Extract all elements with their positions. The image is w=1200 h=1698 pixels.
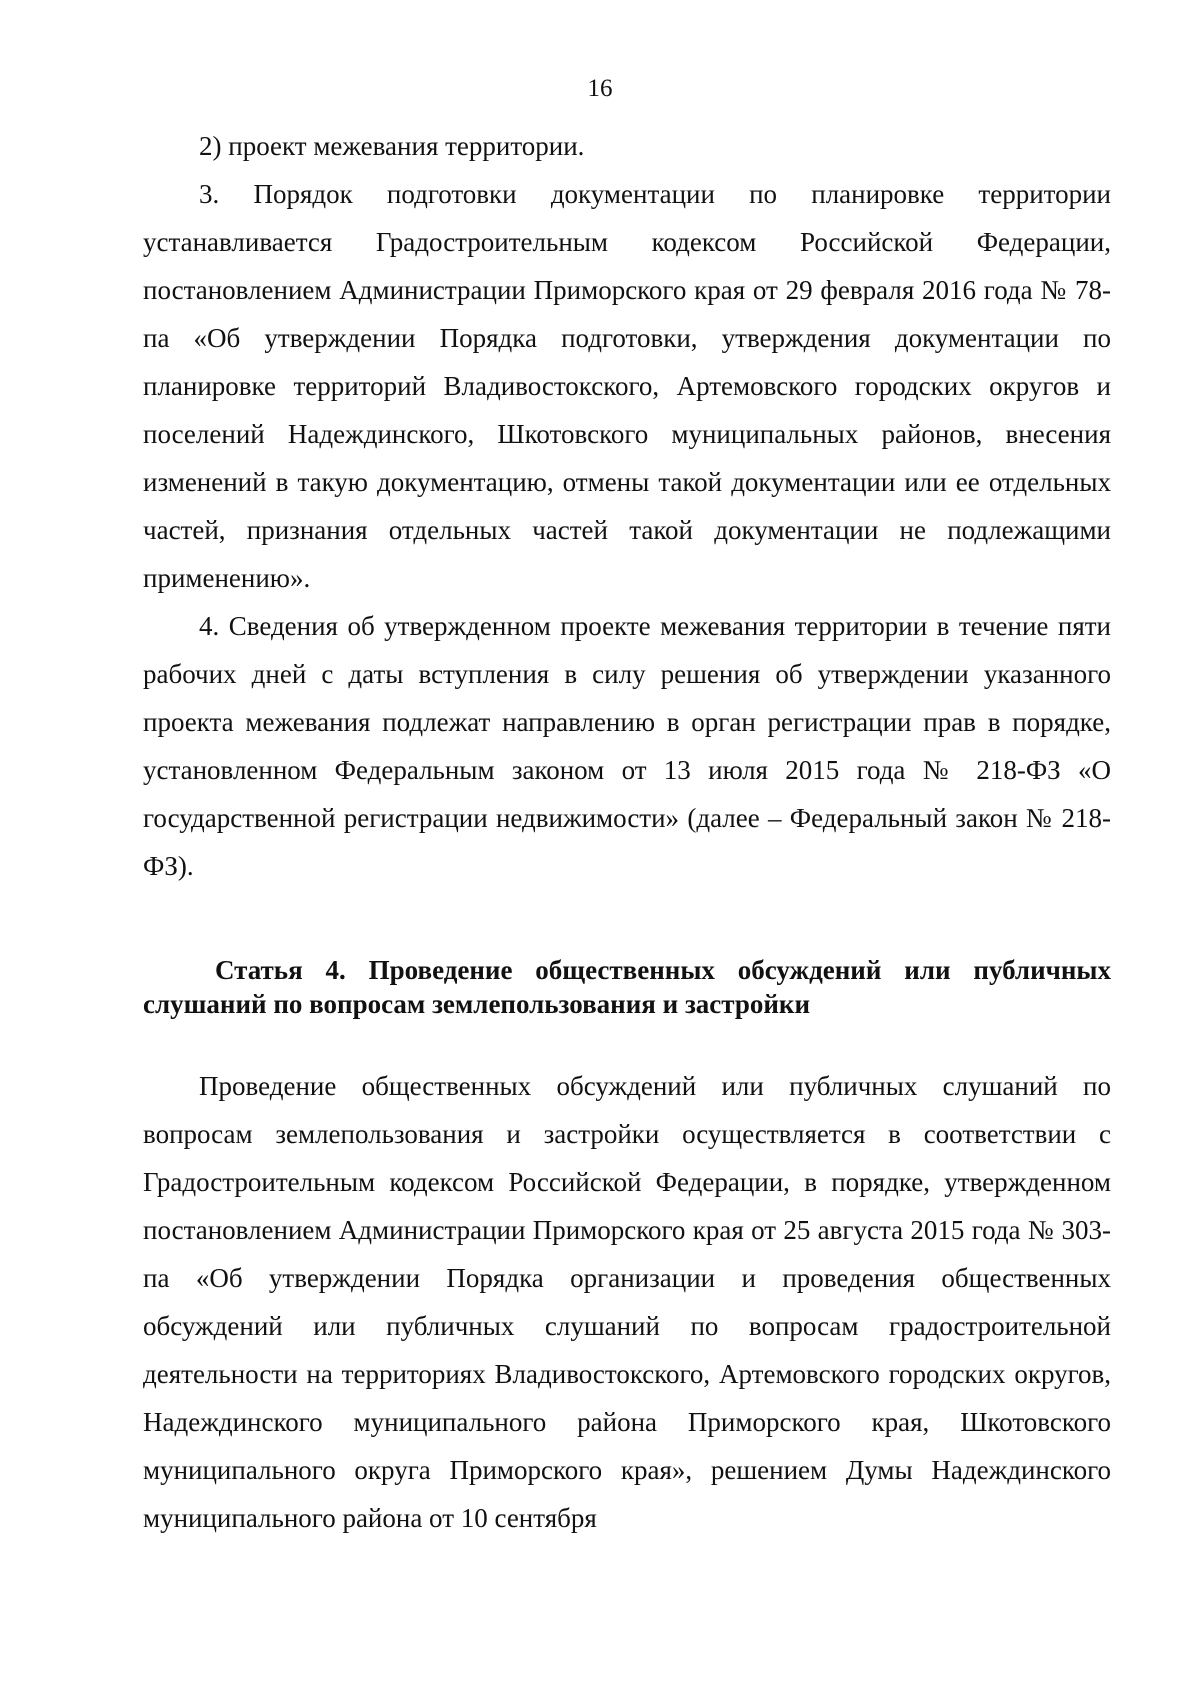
page-number: 16 [587, 75, 613, 102]
paragraph-item-3: 3. Порядок подготовки документации по планировке территории устанавливается Градостроительным кодексом Российской Федерации, постановлением Администрации Приморского края от 29 февраля 2016 года № 78-па «Об утверждении Порядка подготовки, утверждения документации по планировке территорий Владивостокского, Артемовского городских округов и поселений Надеждинского, Шкотовского муниципальных районов, внесения изменений в такую документацию, отмены такой документации или ее отдельных частей, признания отдельных частей такой документации не подлежащими применению». [143, 179, 1111, 593]
article-4-heading: Статья 4. Проведение общественных обсуждений или публичных слушаний по вопросам землепользования и застройки [143, 955, 1111, 1019]
paragraph-item-2: 2) проект межевания территории. [199, 131, 585, 161]
paragraph-item-4: 4. Сведения об утвержденном проекте межевания территории в течение пяти рабочих дней с даты вступления в силу решения об утверждении указанного проекта межевания подлежат направлению в орган регистрации прав в порядке, установленном Федеральным законом от 13 июля 2015 года № 218-ФЗ «О государственной регистрации недвижимости» (далее – Федеральный закон № 218-ФЗ). [143, 611, 1111, 881]
article-4-paragraph: Проведение общественных обсуждений или публичных слушаний по вопросам землепользования и застройки осуществляется в соответствии с Градостроительным кодексом Российской Федерации, в порядке, утвержденном постановлением Администрации Приморского края от 25 августа 2015 года № 303-па «Об утверждении Порядка организации и проведения общественных обсуждений или публичных слушаний по вопросам градостроительной деятельности на территориях Владивостокского, Артемовского городских округов, Надеждинского муниципального района Приморского края, Шкотовского муниципального округа Приморского края», решением Думы Надеждинского муниципального района от 10 сентября [143, 1071, 1111, 1533]
